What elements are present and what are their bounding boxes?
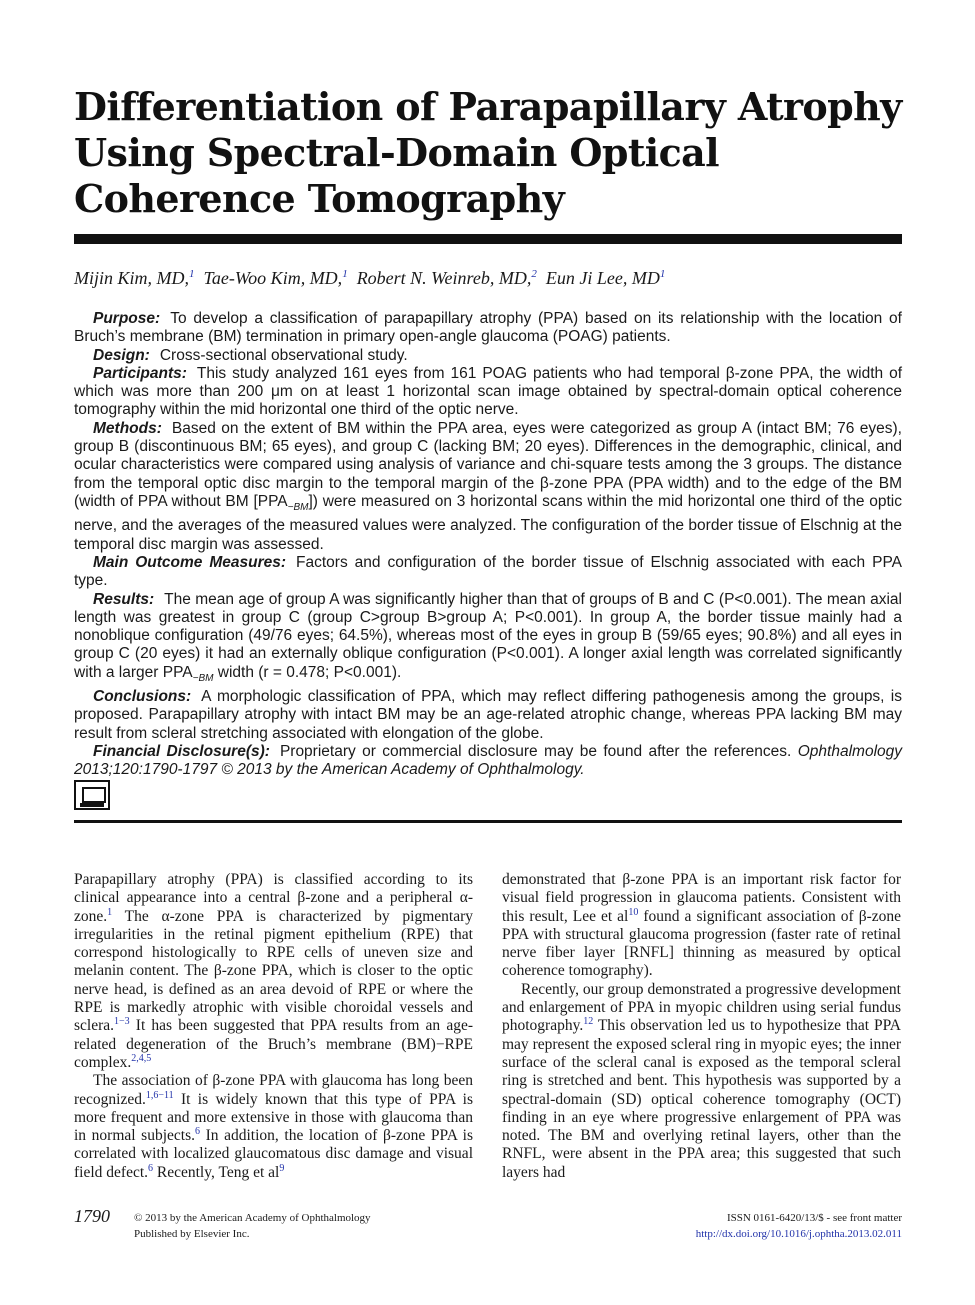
section-label: Main Outcome Measures:	[93, 553, 287, 571]
abstract-conclusions	[74, 688, 902, 743]
article-title: Differentiation of Parapapillary Atrophy Using Spectral-Domain Optical Coherence Tomography	[74, 84, 902, 221]
section-text: Based on the extent of BM within the PPA area, eyes were categorized as group A (intact BM; 76 eyes), group B (discontinuous BM; 65 eyes), and group C (lacking BM; 20 eyes). Differences in the demographic, clinical, and ocular characteristics were compared using analysis of variance and chi-square tests among the 3 groups. The distance from the temporal optic disc margin to the temporal margin of the β-zone PPA (PPA width) and to the edge of the BM (width of PPA without BM [PPA	[74, 419, 902, 510]
doi-link[interactable]: http://dx.doi.org/10.1016/j.ophtha.2013.02.011	[695, 1228, 902, 1240]
section-text: width (r = 0.478; P<0.001).	[213, 663, 402, 681]
abstract-outcome	[74, 554, 902, 591]
body-text: Parapapillary atrophy (PPA) is classified according to its clinical appearance into a central β-zone and a peripheral α-zone.	[74, 871, 473, 925]
body-text: It has been suggested that PPA results from an age-related degeneration of the Bruch’s membrane (BM)−RPE complex.	[74, 1017, 473, 1071]
section-label: Results:	[93, 590, 155, 608]
abstract-results	[74, 591, 902, 689]
author-name: Mijin Kim, MD,	[74, 268, 189, 288]
body-text: The association of β-zone PPA with glaucoma has long been recognized.	[74, 1072, 473, 1108]
publisher-line: Published by Elsevier Inc.	[134, 1228, 250, 1240]
section-text: A morphologic classification of PPA, which may reflect differing pathogenesis among the groups, is proposed. Parapapillary atrophy with intact BM may be an age-related atrophic change, whereas PPA lacking BM may result from scleral stretching associated with elongation of the globe.	[74, 688, 902, 742]
affiliation-ref[interactable]: 2	[531, 268, 537, 280]
body-paragraph	[74, 871, 473, 1072]
section-text: ]) were measured on 3 horizontal scans within the mid horizontal one third of the optic nerve, and the averages of the measured values were analyzed. The configuration of the border tissue of Elschnig at the temporal disc margin was assessed.	[74, 492, 902, 553]
title-divider	[74, 234, 902, 244]
reference-link[interactable]: 10	[628, 906, 639, 918]
journal-citation: Ophthalmology 2013;120:1790-1797 © 2013 by the American Academy of Ophthalmology.	[74, 743, 903, 779]
reference-link[interactable]: 6	[194, 1126, 200, 1137]
affiliation-ref[interactable]: 1	[189, 268, 195, 280]
author-name: Eun Ji Lee, MD	[545, 268, 660, 288]
reference-link[interactable]: 1,6−11	[145, 1089, 174, 1101]
section-text: This study analyzed 161 eyes from 161 POAG patients who had temporal β-zone PPA, the width of which was more than 200 μm on at least 1 horizontal scan image obtained by spectral-domain optical coherence tomography within the mid horizontal one third of the optic nerve.	[74, 364, 902, 419]
section-label: Financial Disclosure(s):	[93, 743, 270, 761]
reference-link[interactable]: 9	[279, 1162, 285, 1174]
affiliation-ref[interactable]: 1	[659, 268, 666, 280]
monitor-icon[interactable]	[74, 780, 110, 810]
section-label: Design:	[93, 346, 150, 364]
body-paragraph	[74, 1072, 473, 1182]
monitor-screen	[82, 787, 106, 803]
abstract-design	[74, 347, 902, 365]
body-text: The α-zone PPA is characterized by pigmentary irregularities in the retinal pigment epithelium (RPE) that correspond histologically to RPE cells of uneven size and melanin content. The β-zone PPA, which is closer to the optic nerve head, is defined as an area devoid of RPE or where the RPE is markedly atrophic with visible choroidal vessels and sclera.	[74, 907, 473, 1035]
section-label: Purpose:	[93, 310, 161, 327]
reference-link[interactable]: 1	[107, 906, 113, 918]
section-label: Methods:	[93, 419, 162, 437]
affiliation-ref[interactable]: 1	[342, 268, 348, 280]
section-label: Participants:	[93, 364, 187, 382]
reference-link[interactable]: 6	[148, 1162, 154, 1174]
abstract-divider	[74, 820, 902, 823]
body-text: found a significant association of β-zone PPA with structural glaucoma progression (faster rate of retinal nerve fiber layer [RNFL] thinning as measured by optical coherence tomography).	[502, 907, 901, 980]
section-text: Cross-sectional observational study.	[159, 346, 408, 364]
body-column-left	[74, 871, 473, 1182]
section-text: Proprietary or commercial disclosure may be found after the references.	[279, 743, 792, 761]
body-text: Recently, Teng et al	[153, 1163, 280, 1181]
page-number: 1790	[74, 1206, 110, 1226]
author-list	[74, 266, 902, 290]
body-text: demonstrated that β-zone PPA is an important risk factor for visual field progression in glaucoma patients. Consistent with this result, Lee et al	[502, 871, 901, 925]
section-text: The mean age of group A was significantly higher than that of groups of B and C (P<0.001). The mean axial length was greatest in group C (group C>group B>group A; P<0.001). In group A, the border tissue mainly had a nonoblique configuration (49/76 eyes; 64.5%), whereas most of the eyes in group B (59/65 eyes; 90.8%) and all eyes in group C (20 eyes) it had an externally oblique configuration (P<0.001). A longer axial length was correlated significantly with a larger PPA	[74, 590, 902, 681]
footer-identifiers	[696, 1210, 902, 1242]
abstract-participants	[74, 365, 902, 420]
section-label: Conclusions:	[93, 688, 192, 706]
section-text: To develop a classification of parapapillary atrophy (PPA) based on its relationship with the location of Bruch’s membrane (BM) termination in primary open-angle glaucoma (POAG) patients.	[74, 310, 902, 346]
body-text: Recently, our group demonstrated a progressive development and enlargement of PPA in myopic children using serial fundus photography.	[502, 980, 901, 1035]
issn-line: ISSN 0161-6420/13/$ - see front matter	[726, 1212, 902, 1224]
body-paragraph	[502, 981, 901, 1182]
abstract-methods	[74, 420, 902, 554]
body-text: It is widely known that this type of PPA is more frequent and more extensive in those with glaucoma than in normal subjects.	[74, 1090, 473, 1145]
section-text: Factors and configuration of the border tissue of Elschnig associated with each PPA type.	[74, 553, 902, 590]
reference-link[interactable]: 1−3	[114, 1016, 130, 1028]
page-footer	[74, 1206, 902, 1246]
abstract-purpose	[74, 310, 902, 347]
reference-link[interactable]: 12	[583, 1016, 594, 1028]
monitor-base	[80, 803, 104, 807]
body-text: In addition, the location of β-zone PPA is correlated with localized glaucomatous disc damage and visual field defect.	[74, 1127, 473, 1181]
body-paragraph	[502, 871, 901, 981]
body-column-right	[502, 871, 901, 1182]
body-text: This observation led us to hypothesize that PPA may represent the exposed scleral ring in myopic eyes; the inner surface of the scleral canal is exposed as the temporal scleral ring is stretched and bent. This hypothesis was supported by a spectral-domain (SD) optical coherence tomography (OCT) finding in an eye where progressive enlargement of PPA was noted. The BM and overlying retinal layers, other than the RNFL, were absent in the PPA area; this suggested that such layers had	[502, 1017, 901, 1181]
copyright-line: © 2013 by the American Academy of Ophthalmology	[134, 1212, 371, 1224]
author-name: Tae-Woo Kim, MD,	[203, 268, 343, 288]
footer-publisher-info	[134, 1210, 371, 1242]
subscript: −BM	[287, 502, 309, 514]
abstract	[74, 310, 902, 780]
reference-link[interactable]: 2,4,5	[131, 1052, 152, 1064]
author-name: Robert N. Weinreb, MD,	[356, 268, 532, 288]
subscript: −BM	[192, 672, 214, 684]
abstract-disclosure	[74, 743, 902, 780]
